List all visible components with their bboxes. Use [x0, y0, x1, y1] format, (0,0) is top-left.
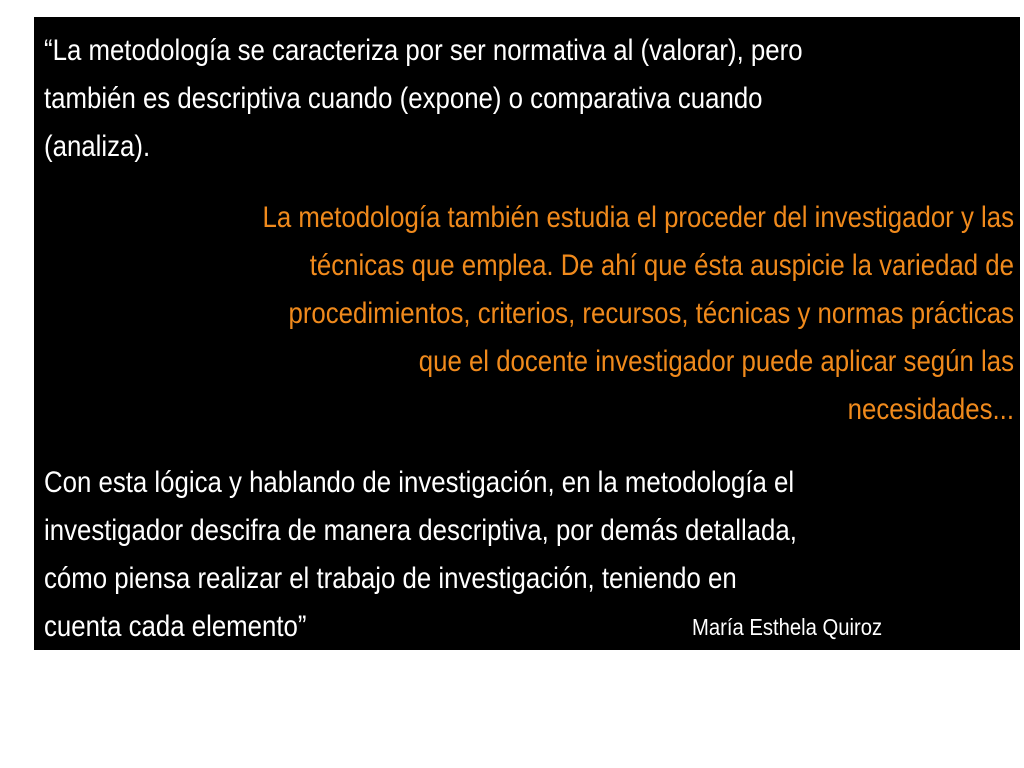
quote-author: María Esthela Quiroz — [692, 614, 883, 640]
text-line: necesidades... — [847, 393, 1014, 426]
text-line: Con esta lógica y hablando de investigación, en la metodología el — [44, 466, 795, 499]
text-line: (analiza). — [44, 130, 151, 163]
quote-paragraph-highlight — [180, 194, 1014, 434]
text-line: investigador descifra de manera descriptiva, por demás detallada, — [44, 514, 797, 547]
text-line: técnicas que emplea. De ahí que ésta auspicie la variedad de — [309, 249, 1015, 282]
text-line: La metodología también estudia el proceder del investigador y las — [262, 201, 1014, 234]
text-line: también es descriptiva cuando (expone) o comparativa cuando — [44, 82, 763, 115]
text-line: procedimientos, criterios, recursos, técnicas y normas prácticas — [288, 297, 1014, 330]
quote-paragraph-intro — [44, 27, 878, 171]
text-line: que el docente investigador puede aplicar según las — [418, 345, 1014, 378]
text-line: cuenta cada elemento” — [44, 610, 307, 643]
text-line: “La metodología se caracteriza por ser normativa al (valorar), pero — [44, 34, 803, 67]
text-line: cómo piensa realizar el trabajo de investigación, teniendo en — [44, 562, 737, 595]
